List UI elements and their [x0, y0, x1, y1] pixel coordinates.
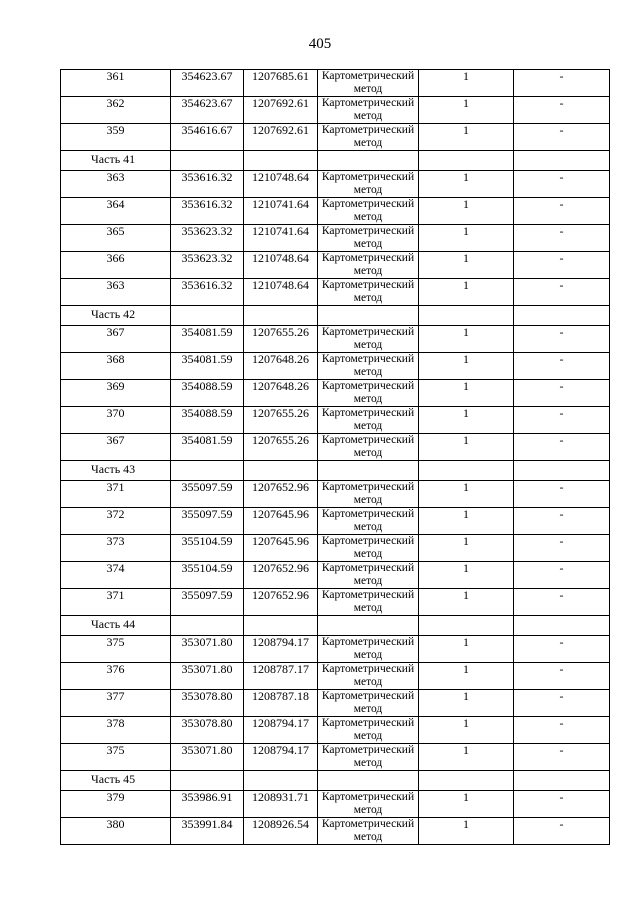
- coord-x: 353991.84: [171, 818, 244, 845]
- method-cell: Картометрический метод: [318, 589, 419, 616]
- empty-cell: [171, 616, 244, 636]
- coord-y: 1208794.17: [244, 717, 318, 744]
- coord-x: 354088.59: [171, 380, 244, 407]
- method-cell: Картометрический метод: [318, 636, 419, 663]
- point-number: 366: [61, 252, 171, 279]
- description-cell: -: [514, 252, 610, 279]
- part-header-row: [61, 461, 610, 481]
- part-label: Часть 44: [61, 616, 171, 636]
- accuracy-cell: 1: [419, 326, 514, 353]
- method-cell: Картометрический метод: [318, 481, 419, 508]
- coord-y: 1210748.64: [244, 171, 318, 198]
- coord-x: 354081.59: [171, 434, 244, 461]
- table-row: [61, 636, 610, 663]
- coord-y: 1210748.64: [244, 279, 318, 306]
- method-cell: Картометрический метод: [318, 124, 419, 151]
- method-cell: Картометрический метод: [318, 70, 419, 97]
- table-row: [61, 70, 610, 97]
- accuracy-cell: 1: [419, 636, 514, 663]
- accuracy-cell: 1: [419, 589, 514, 616]
- empty-cell: [419, 151, 514, 171]
- point-number: 363: [61, 171, 171, 198]
- coord-y: 1208794.17: [244, 744, 318, 771]
- table-row: [61, 481, 610, 508]
- accuracy-cell: 1: [419, 663, 514, 690]
- method-cell: Картометрический метод: [318, 171, 419, 198]
- description-cell: -: [514, 717, 610, 744]
- description-cell: -: [514, 380, 610, 407]
- method-cell: Картометрический метод: [318, 252, 419, 279]
- point-number: 375: [61, 636, 171, 663]
- method-cell: Картометрический метод: [318, 717, 419, 744]
- method-cell: Картометрический метод: [318, 326, 419, 353]
- coord-x: 354088.59: [171, 407, 244, 434]
- method-cell: Картометрический метод: [318, 744, 419, 771]
- coord-y: 1207692.61: [244, 97, 318, 124]
- table-row: [61, 690, 610, 717]
- empty-cell: [244, 771, 318, 791]
- description-cell: -: [514, 791, 610, 818]
- coord-y: 1207648.26: [244, 353, 318, 380]
- method-cell: Картометрический метод: [318, 535, 419, 562]
- empty-cell: [318, 306, 419, 326]
- point-number: 379: [61, 791, 171, 818]
- empty-cell: [244, 306, 318, 326]
- coord-y: 1207652.96: [244, 481, 318, 508]
- method-cell: Картометрический метод: [318, 279, 419, 306]
- coord-x: 353616.32: [171, 198, 244, 225]
- accuracy-cell: 1: [419, 562, 514, 589]
- point-number: 367: [61, 326, 171, 353]
- point-number: 374: [61, 562, 171, 589]
- point-number: 365: [61, 225, 171, 252]
- table-row: [61, 171, 610, 198]
- page-number: 405: [308, 36, 332, 52]
- part-header-row: [61, 306, 610, 326]
- coord-x: 353986.91: [171, 791, 244, 818]
- coordinates-table: [60, 69, 610, 845]
- accuracy-cell: 1: [419, 380, 514, 407]
- description-cell: -: [514, 407, 610, 434]
- description-cell: -: [514, 279, 610, 306]
- empty-cell: [419, 616, 514, 636]
- empty-cell: [318, 151, 419, 171]
- coord-x: 353071.80: [171, 744, 244, 771]
- coord-y: 1207645.96: [244, 508, 318, 535]
- coord-y: 1208787.18: [244, 690, 318, 717]
- empty-cell: [244, 616, 318, 636]
- empty-cell: [244, 151, 318, 171]
- coord-y: 1207648.26: [244, 380, 318, 407]
- coord-y: 1210741.64: [244, 198, 318, 225]
- accuracy-cell: 1: [419, 535, 514, 562]
- point-number: 369: [61, 380, 171, 407]
- coord-x: 353071.80: [171, 636, 244, 663]
- description-cell: -: [514, 562, 610, 589]
- method-cell: Картометрический метод: [318, 818, 419, 845]
- description-cell: -: [514, 70, 610, 97]
- empty-cell: [514, 616, 610, 636]
- empty-cell: [514, 461, 610, 481]
- coord-y: 1207692.61: [244, 124, 318, 151]
- coord-x: 353616.32: [171, 171, 244, 198]
- point-number: 370: [61, 407, 171, 434]
- method-cell: Картометрический метод: [318, 663, 419, 690]
- coord-y: 1207645.96: [244, 535, 318, 562]
- description-cell: -: [514, 744, 610, 771]
- point-number: 364: [61, 198, 171, 225]
- coord-x: 354623.67: [171, 97, 244, 124]
- table-row: [61, 380, 610, 407]
- empty-cell: [171, 461, 244, 481]
- empty-cell: [419, 461, 514, 481]
- point-number: 368: [61, 353, 171, 380]
- coord-x: 355097.59: [171, 481, 244, 508]
- description-cell: -: [514, 818, 610, 845]
- method-cell: Картометрический метод: [318, 225, 419, 252]
- table-row: [61, 225, 610, 252]
- empty-cell: [318, 771, 419, 791]
- table-row: [61, 353, 610, 380]
- accuracy-cell: 1: [419, 198, 514, 225]
- empty-cell: [318, 461, 419, 481]
- part-label: Часть 42: [61, 306, 171, 326]
- part-header-row: [61, 151, 610, 171]
- accuracy-cell: 1: [419, 97, 514, 124]
- description-cell: -: [514, 198, 610, 225]
- part-label: Часть 45: [61, 771, 171, 791]
- accuracy-cell: 1: [419, 744, 514, 771]
- coord-x: 354081.59: [171, 326, 244, 353]
- description-cell: -: [514, 326, 610, 353]
- table-row: [61, 124, 610, 151]
- table-row: [61, 407, 610, 434]
- method-cell: Картометрический метод: [318, 353, 419, 380]
- point-number: 372: [61, 508, 171, 535]
- part-header-row: [61, 771, 610, 791]
- accuracy-cell: 1: [419, 70, 514, 97]
- point-number: 362: [61, 97, 171, 124]
- coord-x: 353616.32: [171, 279, 244, 306]
- point-number: 371: [61, 589, 171, 616]
- table-row: [61, 744, 610, 771]
- point-number: 373: [61, 535, 171, 562]
- point-number: 371: [61, 481, 171, 508]
- empty-cell: [514, 151, 610, 171]
- coord-y: 1208794.17: [244, 636, 318, 663]
- empty-cell: [514, 306, 610, 326]
- coord-x: 354623.67: [171, 70, 244, 97]
- empty-cell: [171, 306, 244, 326]
- point-number: 378: [61, 717, 171, 744]
- description-cell: -: [514, 481, 610, 508]
- coord-y: 1210748.64: [244, 252, 318, 279]
- coord-x: 353623.32: [171, 252, 244, 279]
- accuracy-cell: 1: [419, 434, 514, 461]
- accuracy-cell: 1: [419, 508, 514, 535]
- coord-x: 353078.80: [171, 717, 244, 744]
- coord-y: 1208787.17: [244, 663, 318, 690]
- method-cell: Картометрический метод: [318, 791, 419, 818]
- accuracy-cell: 1: [419, 818, 514, 845]
- description-cell: -: [514, 171, 610, 198]
- table-row: [61, 252, 610, 279]
- table-row: [61, 198, 610, 225]
- table-row: [61, 589, 610, 616]
- part-header-row: [61, 616, 610, 636]
- coord-x: 353078.80: [171, 690, 244, 717]
- method-cell: Картометрический метод: [318, 434, 419, 461]
- table-row: [61, 535, 610, 562]
- empty-cell: [171, 151, 244, 171]
- description-cell: -: [514, 97, 610, 124]
- accuracy-cell: 1: [419, 124, 514, 151]
- coord-y: 1208931.71: [244, 791, 318, 818]
- method-cell: Картометрический метод: [318, 407, 419, 434]
- description-cell: -: [514, 589, 610, 616]
- method-cell: Картометрический метод: [318, 198, 419, 225]
- description-cell: -: [514, 535, 610, 562]
- point-number: 375: [61, 744, 171, 771]
- empty-cell: [514, 771, 610, 791]
- description-cell: -: [514, 434, 610, 461]
- empty-cell: [171, 771, 244, 791]
- coord-y: 1208926.54: [244, 818, 318, 845]
- table-row: [61, 97, 610, 124]
- accuracy-cell: 1: [419, 225, 514, 252]
- description-cell: -: [514, 124, 610, 151]
- point-number: 380: [61, 818, 171, 845]
- accuracy-cell: 1: [419, 481, 514, 508]
- point-number: 367: [61, 434, 171, 461]
- method-cell: Картометрический метод: [318, 97, 419, 124]
- table-row: [61, 818, 610, 845]
- table-row: [61, 791, 610, 818]
- point-number: 363: [61, 279, 171, 306]
- table-row: [61, 434, 610, 461]
- accuracy-cell: 1: [419, 690, 514, 717]
- description-cell: -: [514, 663, 610, 690]
- accuracy-cell: 1: [419, 171, 514, 198]
- table-row: [61, 562, 610, 589]
- table-row: [61, 508, 610, 535]
- coordinates-table-body: [61, 70, 610, 845]
- method-cell: Картометрический метод: [318, 562, 419, 589]
- part-label: Часть 43: [61, 461, 171, 481]
- accuracy-cell: 1: [419, 717, 514, 744]
- coord-y: 1207685.61: [244, 70, 318, 97]
- coord-x: 355104.59: [171, 535, 244, 562]
- method-cell: Картометрический метод: [318, 690, 419, 717]
- coord-y: 1207655.26: [244, 407, 318, 434]
- coord-x: 354616.67: [171, 124, 244, 151]
- description-cell: -: [514, 636, 610, 663]
- empty-cell: [244, 461, 318, 481]
- method-cell: Картометрический метод: [318, 508, 419, 535]
- method-cell: Картометрический метод: [318, 380, 419, 407]
- coord-x: 354081.59: [171, 353, 244, 380]
- coord-y: 1207655.26: [244, 434, 318, 461]
- coord-x: 353071.80: [171, 663, 244, 690]
- description-cell: -: [514, 690, 610, 717]
- coord-x: 353623.32: [171, 225, 244, 252]
- coord-y: 1210741.64: [244, 225, 318, 252]
- description-cell: -: [514, 225, 610, 252]
- accuracy-cell: 1: [419, 252, 514, 279]
- point-number: 361: [61, 70, 171, 97]
- point-number: 376: [61, 663, 171, 690]
- empty-cell: [318, 616, 419, 636]
- coord-x: 355097.59: [171, 508, 244, 535]
- table-row: [61, 279, 610, 306]
- coord-x: 355104.59: [171, 562, 244, 589]
- point-number: 359: [61, 124, 171, 151]
- description-cell: -: [514, 353, 610, 380]
- coord-y: 1207652.96: [244, 589, 318, 616]
- accuracy-cell: 1: [419, 353, 514, 380]
- part-label: Часть 41: [61, 151, 171, 171]
- accuracy-cell: 1: [419, 279, 514, 306]
- accuracy-cell: 1: [419, 407, 514, 434]
- empty-cell: [419, 771, 514, 791]
- coord-y: 1207655.26: [244, 326, 318, 353]
- table-row: [61, 326, 610, 353]
- coord-x: 355097.59: [171, 589, 244, 616]
- table-row: [61, 663, 610, 690]
- table-row: [61, 717, 610, 744]
- accuracy-cell: 1: [419, 791, 514, 818]
- empty-cell: [419, 306, 514, 326]
- coord-y: 1207652.96: [244, 562, 318, 589]
- description-cell: -: [514, 508, 610, 535]
- point-number: 377: [61, 690, 171, 717]
